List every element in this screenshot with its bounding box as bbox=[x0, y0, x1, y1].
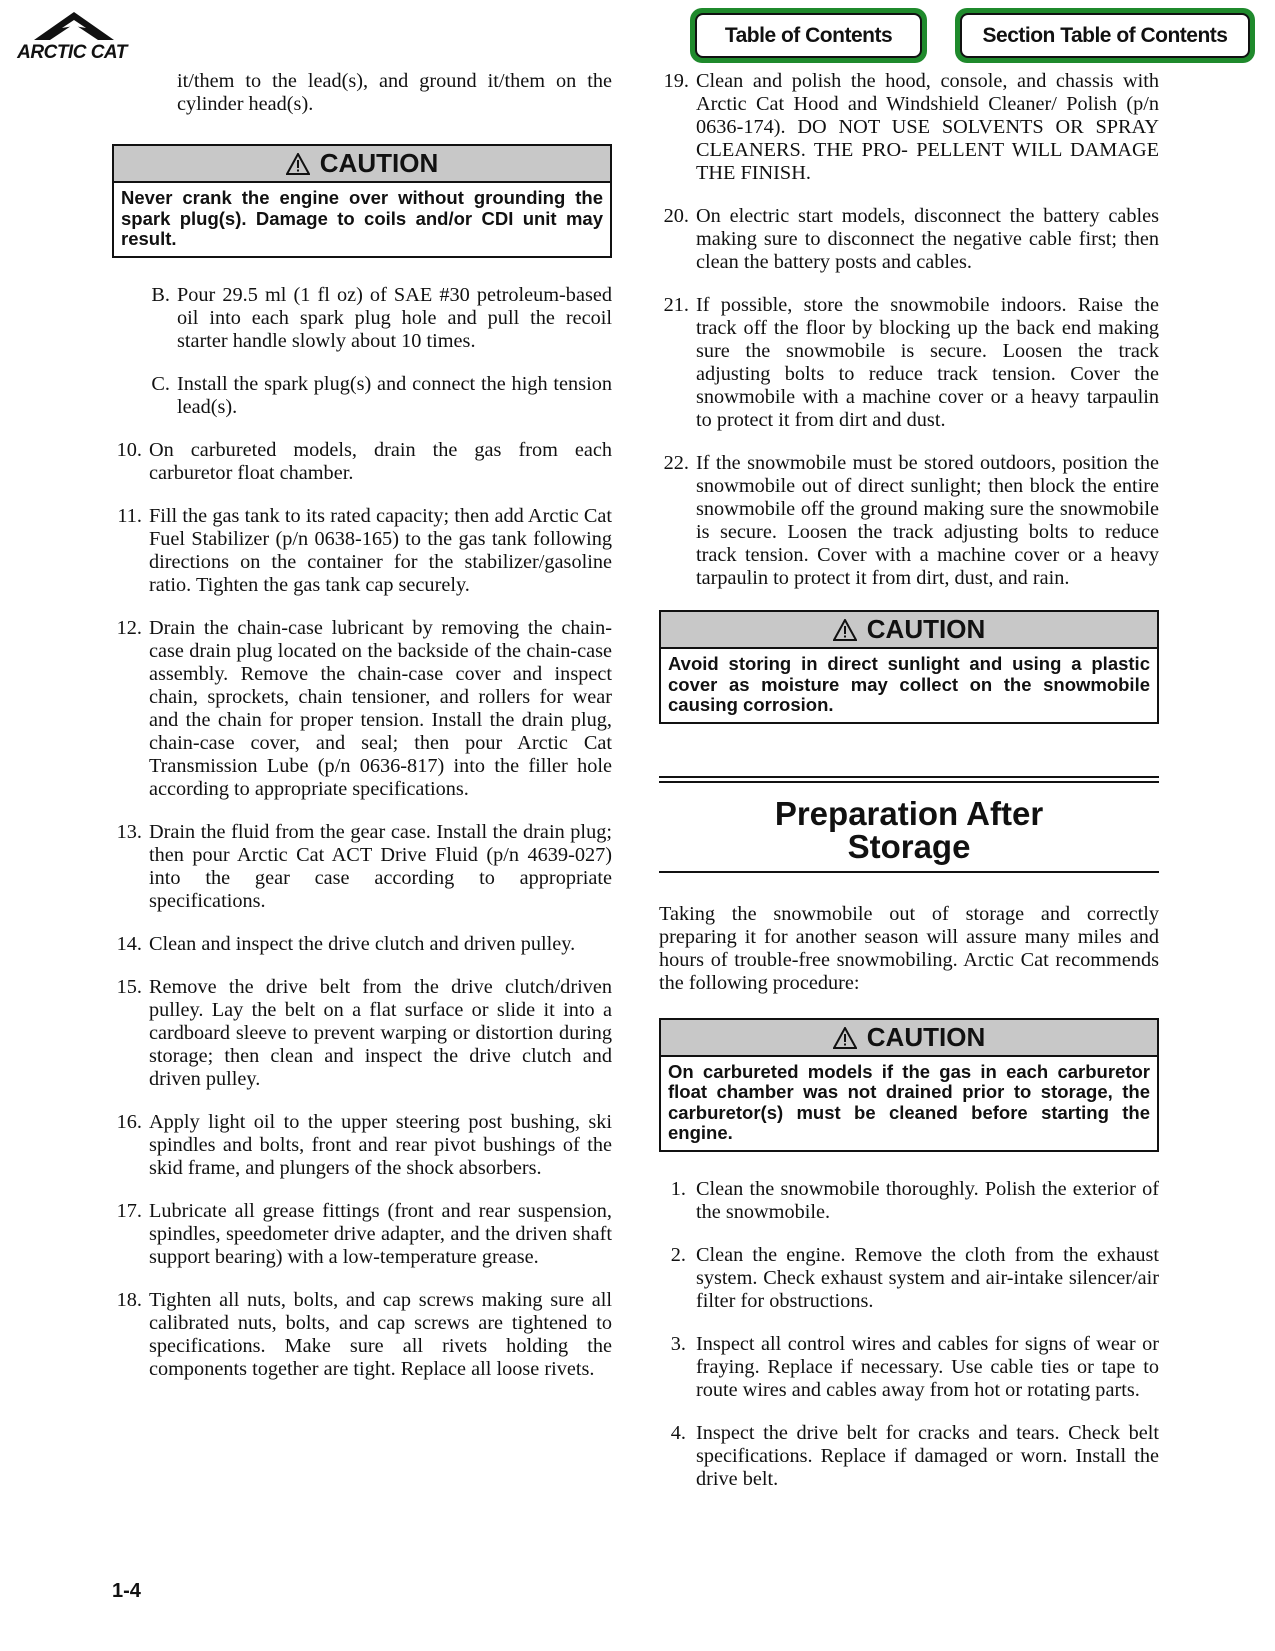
warning-triangle-icon bbox=[286, 153, 310, 175]
list-item bbox=[659, 452, 1159, 590]
list-item bbox=[112, 976, 612, 1091]
list-item bbox=[112, 617, 612, 801]
list-item-text: Drain the chain-case lubricant by removing the chain-case drain plug located on the backside of the chain-case assembly. Remove the chain-case cover and inspect chain, sprockets, chain tensioner, and rollers for wear and the chain for proper tension. Install the drain plug, chain-case cover, and seal; then pour Arctic Cat Transmission Lube (p/n 0636-817) into the filler hole according to appropriate specifications. bbox=[149, 616, 612, 800]
list-item-number: 11. bbox=[117, 504, 142, 527]
list-item-text: Clean the engine. Remove the cloth from the exhaust system. Check exhaust system and air-intake silencer/air filter for obstructions. bbox=[696, 1243, 1159, 1312]
warning-triangle-icon bbox=[833, 1027, 857, 1049]
list-item bbox=[140, 373, 612, 419]
rule-divider bbox=[659, 871, 1159, 873]
list-item-text: Pour 29.5 ml (1 fl oz) of SAE #30 petroleum-based oil into each spark plug hole and pull the recoil starter handle slowly about 10 times. bbox=[177, 283, 612, 352]
list-item bbox=[112, 505, 612, 597]
logo-wordmark: ARCTIC CAT bbox=[17, 42, 127, 63]
list-item bbox=[659, 1333, 1159, 1402]
table-of-contents-label: Table of Contents bbox=[695, 13, 922, 58]
list-item-text: Inspect the drive belt for cracks and tears. Check belt specifications. Replace if damaged or worn. Install the drive belt. bbox=[696, 1421, 1159, 1490]
caution-header bbox=[661, 1020, 1157, 1057]
list-item bbox=[112, 933, 612, 956]
list-item-number: 17. bbox=[116, 1199, 142, 1222]
section-table-of-contents-label: Section Table of Contents bbox=[960, 13, 1250, 58]
list-item bbox=[112, 1111, 612, 1180]
list-item-text: Drain the fluid from the gear case. Install the drain plug; then pour Arctic Cat ACT Drive Fluid (p/n 4639-027) into the gear case according to appropriate specifications. bbox=[149, 820, 612, 912]
list-item-number: 16. bbox=[116, 1110, 142, 1133]
list-item-number: 13. bbox=[116, 820, 142, 843]
intro-paragraph: Taking the snowmobile out of storage and correctly preparing it for another season will assure many miles and hours of trouble-free snowmobiling. Arctic Cat recommends the following procedure: bbox=[659, 902, 1159, 994]
list-item bbox=[659, 1178, 1159, 1224]
list-item-text: On carbureted models, drain the gas from each carburetor float chamber. bbox=[149, 438, 612, 484]
caution-box-grounding bbox=[112, 144, 612, 258]
list-item-label: B. bbox=[151, 283, 170, 306]
caution-title: CAUTION bbox=[866, 614, 986, 644]
list-item bbox=[112, 1200, 612, 1269]
list-item-number: 22. bbox=[663, 452, 689, 474]
list-item-number: 3. bbox=[670, 1332, 686, 1355]
list-item-text: Clean and polish the hood, console, and chassis with Arctic Cat Hood and Windshield Cleaner/ Polish (p/n 0636-174). DO NOT USE SOLVENTS OR SPRAY CLEANERS. THE PRO- PELLENT WILL DAMAGE THE FINISH. bbox=[696, 70, 1159, 184]
list-item bbox=[112, 439, 612, 485]
page-number: 1-4 bbox=[112, 1580, 141, 1602]
list-item-text: Clean the snowmobile thoroughly. Polish the exterior of the snowmobile. bbox=[696, 1177, 1159, 1223]
list-item-number: 4. bbox=[670, 1421, 686, 1444]
continuation-text: it/them to the lead(s), and ground it/them on the cylinder head(s). bbox=[177, 70, 612, 115]
list-item-number: 10. bbox=[116, 438, 142, 461]
list-item-text: Tighten all nuts, bolts, and cap screws making sure all calibrated nuts, bolts, and cap screws are tightened to specifications. Make sure all rivets holding the components together are tight. Replace all loose rivets. bbox=[149, 1288, 612, 1380]
right-column bbox=[659, 70, 1159, 1511]
section-title-line-2: Storage bbox=[847, 827, 971, 865]
list-item-text: If the snowmobile must be stored outdoors, position the snowmobile out of direct sunlight; then block the entire snowmobile off the ground making sure the snowmobile is secure. Loosen the track adjusting bolts to reduce track tension. Cover with a machine cover or a heavy tarpaulin to protect it from dirt, dust, and rain. bbox=[696, 452, 1159, 589]
section-title-line-1: Preparation After bbox=[774, 794, 1044, 832]
cat-head-logo-icon bbox=[14, 10, 130, 42]
list-item-label: C. bbox=[151, 372, 170, 395]
warning-triangle-icon bbox=[833, 619, 857, 641]
caution-title: CAUTION bbox=[866, 1021, 986, 1052]
section-table-of-contents-button[interactable] bbox=[955, 8, 1255, 63]
list-item-number: 20. bbox=[663, 205, 689, 227]
list-item-text: Clean and inspect the drive clutch and driven pulley. bbox=[149, 932, 576, 955]
list-item bbox=[140, 284, 612, 353]
list-item bbox=[112, 1289, 612, 1381]
list-item bbox=[659, 1244, 1159, 1313]
list-item bbox=[112, 821, 612, 913]
list-item-number: 19. bbox=[663, 70, 689, 92]
double-rule-divider bbox=[659, 776, 1159, 783]
list-item-text: Lubricate all grease fittings (front and rear suspension, spindles, speedometer drive adapter, and the driven shaft support bearing) with a low-temperature grease. bbox=[149, 1199, 612, 1268]
list-item-number: 18. bbox=[116, 1288, 142, 1311]
caution-text: On carbureted models if the gas in each carburetor float chamber was not drained prior to storage, the carburetor(s) must be cleaned before starting the engine. bbox=[668, 1060, 1150, 1143]
list-item-text: Fill the gas tank to its rated capacity; then add Arctic Cat Fuel Stabilizer (p/n 0638-165) to the gas tank following directions on the container for the stabilizer/gasoline ratio. Tighten the gas tank cap securely. bbox=[149, 504, 612, 596]
list-item-text: Inspect all control wires and cables for signs of wear or fraying. Replace if necessary. Use cable ties or tape to route wires and cables away from hot or rotating parts. bbox=[696, 1332, 1159, 1401]
list-item bbox=[659, 205, 1159, 274]
caution-box-carburetor bbox=[659, 1018, 1159, 1152]
list-item bbox=[659, 294, 1159, 432]
list-item-text: Install the spark plug(s) and connect the high tension lead(s). bbox=[177, 372, 612, 418]
caution-text: Avoid storing in direct sunlight and using a plastic cover as moisture may collect on the snowmobile causing corrosion. bbox=[668, 653, 1150, 715]
section-title bbox=[659, 794, 1159, 865]
arctic-cat-logo bbox=[14, 10, 130, 68]
list-item-number: 2. bbox=[670, 1243, 686, 1266]
list-item-number: 21. bbox=[663, 294, 689, 316]
list-item-text: Remove the drive belt from the drive clutch/driven pulley. Lay the belt on a flat surface or slide it into a cardboard sleeve to prevent warping or distortion during storage; then clean and inspect the drive clutch and driven pulley. bbox=[149, 975, 612, 1090]
list-item bbox=[659, 70, 1159, 185]
list-item-number: 14. bbox=[116, 932, 142, 955]
table-of-contents-button[interactable] bbox=[690, 8, 927, 63]
list-item-number: 1. bbox=[670, 1177, 686, 1200]
section-heading bbox=[659, 776, 1159, 873]
left-column bbox=[112, 70, 612, 1401]
list-item-text: On electric start models, disconnect the battery cables making sure to disconnect the negative cable first; then clean the battery posts and cables. bbox=[696, 205, 1159, 273]
caution-text: Never crank the engine over without grounding the spark plug(s). Damage to coils and/or CDI unit may result. bbox=[121, 187, 603, 249]
list-item-text: If possible, store the snowmobile indoors. Raise the track off the floor by blocking up the back end making sure the snowmobile is secure. Loosen the track adjusting bolts to reduce track tension. Cover the snowmobile with a machine cover or a heavy tarpaulin to protect it from dirt and dust. bbox=[696, 294, 1159, 431]
caution-header bbox=[661, 612, 1157, 649]
list-item bbox=[659, 1422, 1159, 1491]
caution-header bbox=[114, 146, 610, 183]
list-item-number: 15. bbox=[116, 975, 142, 998]
caution-box-sunlight bbox=[659, 610, 1159, 724]
list-item-text: Apply light oil to the upper steering post bushing, ski spindles and bolts, front and rear pivot bushings of the skid frame, and plungers of the shock absorbers. bbox=[149, 1110, 612, 1179]
caution-title: CAUTION bbox=[319, 148, 439, 178]
list-item-number: 12. bbox=[116, 616, 142, 639]
